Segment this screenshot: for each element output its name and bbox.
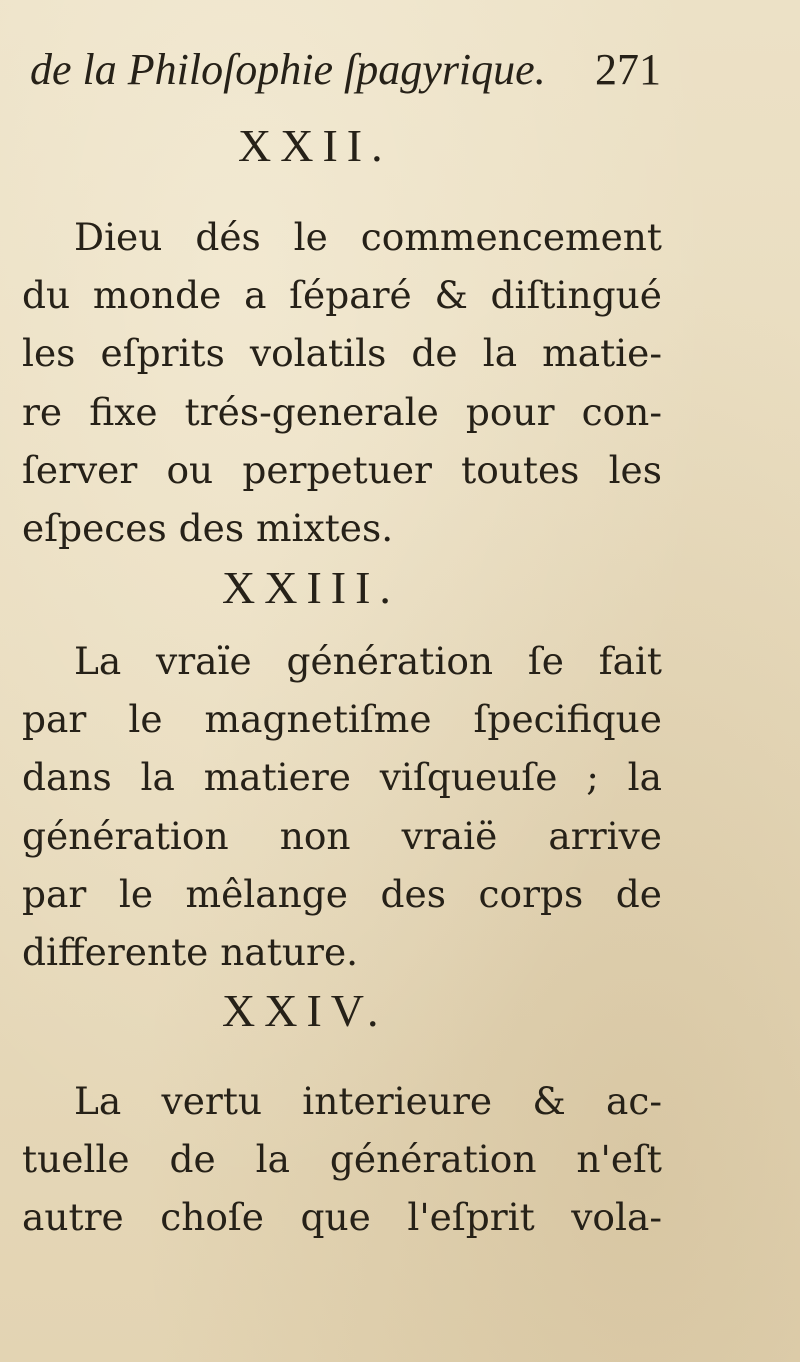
section-number-xxiv: XXIV.	[222, 985, 388, 1036]
text-line: ſerver ou perpetuer toutes les	[22, 447, 662, 492]
text-line: La vraïe génération ſe fait	[74, 639, 662, 683]
page-number: 271	[595, 45, 661, 94]
text-line: autre choſe que l'eſprit vola-	[22, 1195, 662, 1240]
text-line: du monde a ſéparé & diſtingué	[22, 273, 662, 318]
section-number-xxiii: XXIII.	[222, 562, 400, 613]
text-line: tuelle de la génération n'eſt	[22, 1137, 662, 1182]
text-line: eſpeces des mixtes.	[22, 505, 394, 550]
paragraph-xxiv	[22, 1072, 662, 1247]
text-line: génération non vraië arrive	[22, 813, 662, 858]
text-line: La vertu interieure & ac-	[74, 1079, 662, 1123]
text-line: dans la matiere viſqueuſe ; la	[22, 755, 662, 800]
text-line: re fixe trés-generale pour con-	[22, 389, 662, 434]
paragraph-xxii	[22, 208, 662, 557]
text-line: par le mêlange des corps de	[22, 871, 662, 916]
text-line: par le magnetiſme ſpecifique	[22, 697, 662, 742]
section-number-xxii: XXII.	[238, 120, 392, 171]
text-line: Dieu dés le commencement	[74, 215, 662, 259]
running-title: de la Philoſophie ſpagyrique.	[30, 45, 546, 94]
page-header	[30, 40, 660, 100]
text-line: differente nature.	[22, 929, 359, 974]
text-line: les eſprits volatils de la matie-	[22, 331, 662, 376]
paragraph-xxiii	[22, 632, 662, 981]
